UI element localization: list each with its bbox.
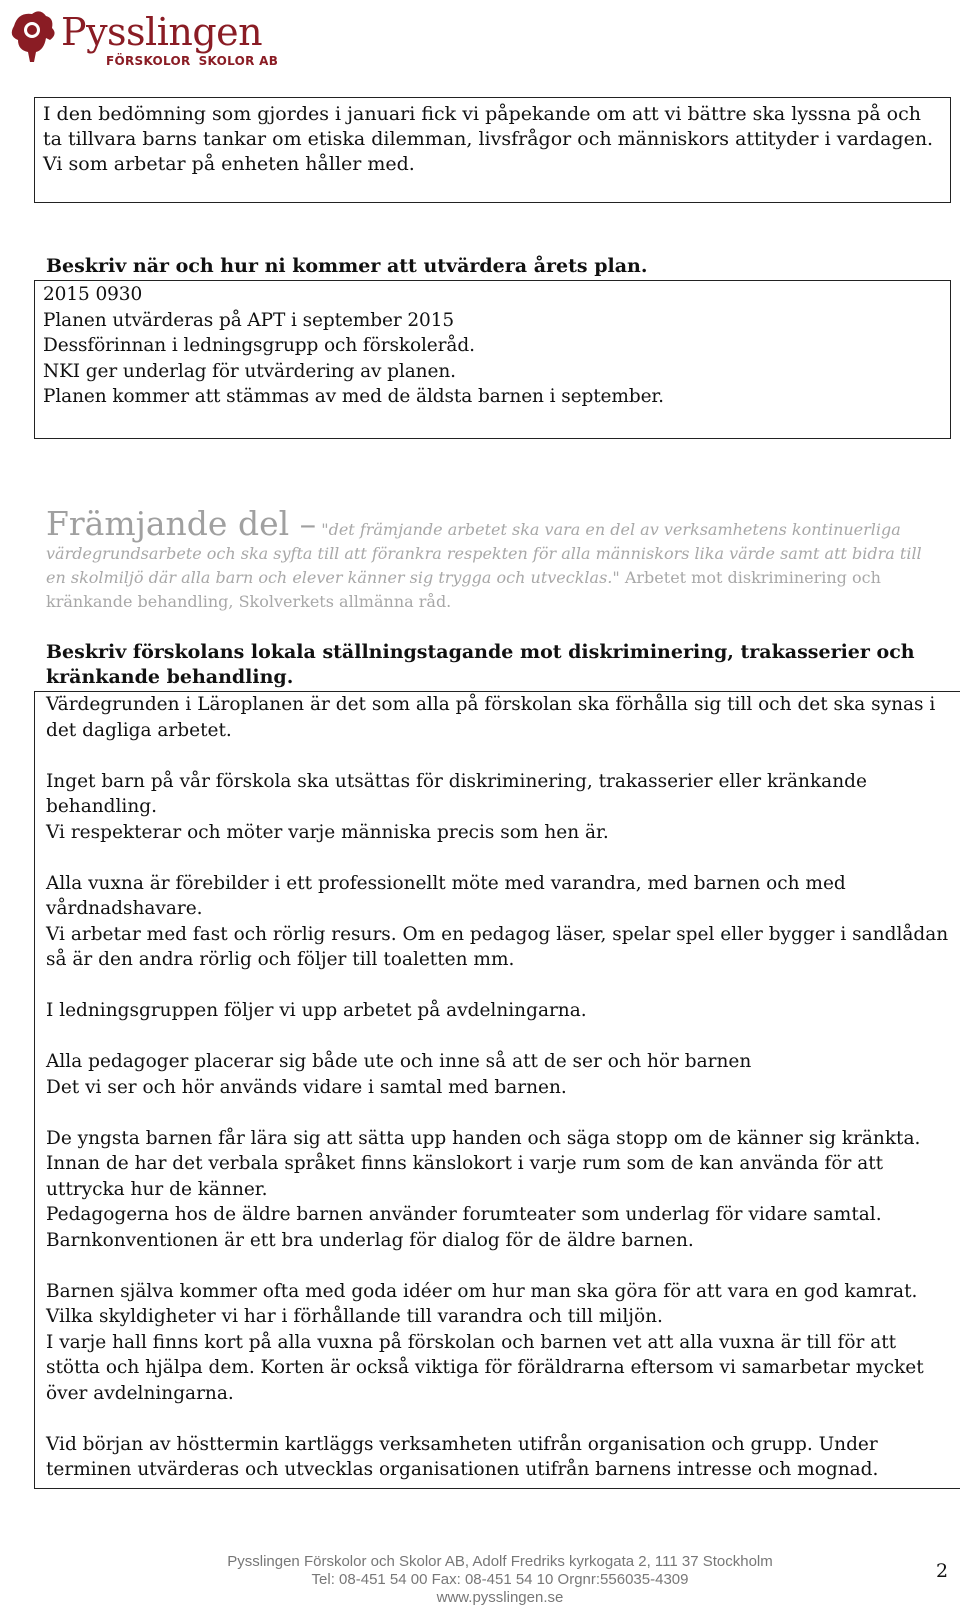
footer-website: www.pysslingen.se xyxy=(436,1589,564,1606)
stance-line: Vid början av hösttermin kartläggs verksamheten utifrån organisation och grupp. Under terminen utvärderas och utvecklas organisationen utifrån barnens intresse och mognad. xyxy=(46,1433,879,1480)
stance-paragraph xyxy=(46,769,953,846)
stance-paragraph xyxy=(46,1279,953,1407)
evaluation-line: 2015 0930 xyxy=(43,284,143,305)
stance-line: Barnen själva kommer ofta med goda idéer om hur man ska göra för att vara en god kamrat. xyxy=(46,1280,918,1302)
stance-line: Det vi ser och hör används vidare i samtal med barnen. xyxy=(46,1076,567,1098)
stance-line: Vi respekterar och möter varje människa precis som hen är. xyxy=(46,821,609,843)
stance-line: Vi arbetar med fast och rörlig resurs. Om en pedagog läser, spelar spel eller bygger i sandlådan så är den andra rörlig och följer till toaletten mm. xyxy=(46,923,949,970)
evaluation-heading: Beskriv när och hur ni kommer att utvärdera årets plan. xyxy=(46,255,648,277)
evaluation-box xyxy=(34,280,951,439)
promotive-quote: "det främjande arbetet ska vara en del av verksamhetens kontinuerliga värdegrundsarbete och ska syfta till att förankra respekten för alla människors lika värde samt att bidra till en skolmiljö där alla barn och elever känner sig trygga och utvecklas." xyxy=(46,520,922,587)
assessment-text: I den bedömning som gjordes i januari fick vi påpekande om att vi bättre ska lyssna på och ta tillvara barns tankar om etiska dilemman, livsfrågor och människors attityder i vardagen. Vi som arbetar på enheten håller med. xyxy=(43,103,934,175)
stance-box xyxy=(34,691,960,1489)
logo-name: Pysslingen xyxy=(61,10,263,54)
stance-paragraph xyxy=(46,1432,953,1483)
stance-line: Pedagogerna hos de äldre barnen använder forumteater som underlag för vidare samtal. xyxy=(46,1204,882,1225)
footer-address: Pysslingen Förskolor och Skolor AB, Adolf Fredriks kyrkogata 2, 111 37 Stockholm xyxy=(227,1553,773,1570)
stance-heading: Beskriv förskolans lokala ställningstagande mot diskriminering, trakasserier och kränkande behandling. xyxy=(46,641,915,688)
stance-paragraph xyxy=(46,998,953,1024)
page-footer xyxy=(0,1553,960,1607)
stance-paragraph xyxy=(46,1126,953,1254)
stance-line: Alla pedagoger placerar sig både ute och inne så att de ser och hör barnen xyxy=(46,1051,752,1072)
stance-line: Inget barn på vår förskola ska utsättas för diskriminering, trakasserier eller kränkande behandling. xyxy=(46,770,867,817)
stance-line: I ledningsgruppen följer vi upp arbetet på avdelningarna. xyxy=(46,1000,587,1021)
assessment-box xyxy=(34,97,951,203)
promotive-section xyxy=(46,506,946,614)
stance-line: Barnkonventionen är ett bra underlag för dialog för de äldre barnen. xyxy=(46,1229,694,1251)
evaluation-line: Dessförinnan i ledningsgrupp och förskoleråd. xyxy=(43,335,475,356)
stance-line: De yngsta barnen får lära sig att sätta upp handen och säga stopp om de känner sig kränkta. Innan de har det verbala språket finns känslokort i varje rum som de kan använda för att uttrycka hur de känner. xyxy=(46,1127,921,1200)
logo-subtitle: FÖRSKOLOR SKOLOR AB xyxy=(106,54,279,68)
stance-paragraph xyxy=(46,692,953,743)
stance-paragraph xyxy=(46,1049,953,1100)
logo-emblem-icon xyxy=(6,6,62,66)
evaluation-line: Planen kommer att stämmas av med de äldsta barnen i september. xyxy=(43,386,664,407)
evaluation-line: NKI ger underlag för utvärdering av planen. xyxy=(43,360,456,382)
page-number: 2 xyxy=(936,1560,949,1582)
evaluation-line: Planen utvärderas på APT i september 2015 xyxy=(43,309,455,331)
footer-phone: Tel: 08-451 54 00 Fax: 08-451 54 10 Orgnr:556035-4309 xyxy=(311,1571,689,1588)
stance-line: Alla vuxna är förebilder i ett professionellt möte med varandra, med barnen och med vårdnadshavare. xyxy=(46,872,846,919)
promotive-source: Arbetet mot diskriminering och kränkande behandling, Skolverkets allmänna råd. xyxy=(46,568,881,611)
pysslingen-logo xyxy=(6,6,306,68)
stance-paragraph xyxy=(46,871,953,973)
stance-line: I varje hall finns kort på alla vuxna på förskolan och barnen vet att alla vuxna är till för att stötta och hjälpa dem. Korten är också viktiga för föräldrarna eftersom vi samarbetar mycket över avdelningarna. xyxy=(46,1331,924,1404)
stance-line: Vilka skyldigheter vi har i förhållande till varandra och till miljön. xyxy=(46,1306,663,1327)
stance-line: Värdegrunden i Läroplanen är det som alla på förskolan ska förhålla sig till och det ska synas i det dagliga arbetet. xyxy=(46,694,936,741)
promotive-title: Främjande del – xyxy=(46,504,317,543)
